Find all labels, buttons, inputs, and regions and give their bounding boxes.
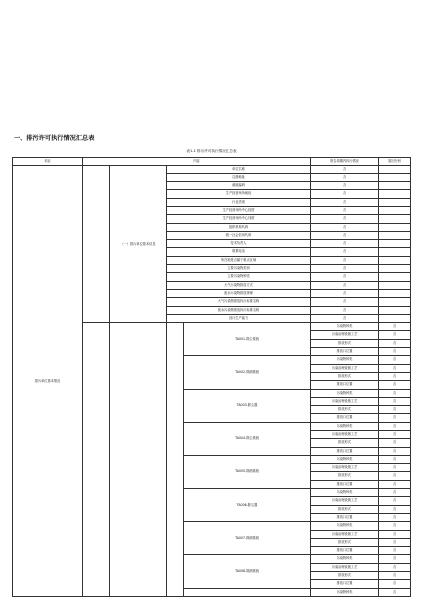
status-cell: 否: [379, 572, 411, 580]
device-item-label: 污染治理设施工艺: [311, 530, 379, 538]
status-cell: 否: [379, 389, 411, 397]
status-cell: 否: [379, 447, 411, 455]
table-body: [13, 165, 411, 596]
remark-cell: [379, 173, 411, 181]
remark-cell: [379, 190, 411, 198]
remark-cell: [379, 206, 411, 214]
status-cell: 否: [379, 580, 411, 588]
basic-info-label: 大气污染物排放方式: [167, 281, 311, 289]
header-content: 内容: [83, 158, 311, 166]
basic-info-label: 生产经营场所地址: [167, 190, 311, 198]
device-item-label: 排放形式: [311, 505, 379, 513]
spacer-cell: [110, 323, 167, 597]
device-item-label: 污染物种类: [311, 555, 379, 563]
basic-info-label: 单位名称: [167, 165, 311, 173]
basic-info-label: 行业类别: [167, 198, 311, 206]
status-cell: 否: [311, 223, 379, 231]
remark-cell: [379, 198, 411, 206]
status-cell: 否: [379, 348, 411, 356]
remark-cell: [379, 223, 411, 231]
device-item-label: 污染物种类: [311, 588, 379, 596]
status-cell: 否: [379, 480, 411, 488]
device-item-label: 污染治理设施工艺: [311, 464, 379, 472]
remark-cell: [379, 289, 411, 297]
device-item-label: 污染治理设施工艺: [311, 563, 379, 571]
device-name-cell: TA007-除硝系统: [184, 522, 311, 555]
status-cell: 否: [379, 555, 411, 563]
status-cell: 否: [311, 298, 379, 306]
basic-info-label: 设计生产能力: [167, 314, 311, 322]
device-item-label: 排放口位置: [311, 513, 379, 521]
basic-info-label: 统一社会信用代码: [167, 231, 311, 239]
device-item-label: 排放口位置: [311, 547, 379, 555]
remark-cell: [379, 165, 411, 173]
basic-info-label: 废水污染物排放执行标准名称: [167, 306, 311, 314]
status-cell: 否: [311, 240, 379, 248]
header-item: 项目: [13, 158, 83, 166]
status-cell: 否: [379, 464, 411, 472]
remark-cell: [379, 240, 411, 248]
spacer-cell: [83, 165, 110, 323]
basic-info-label: 主要污染物类别: [167, 265, 311, 273]
subgroup-label-cell: （一）排污单位基本信息: [110, 165, 167, 323]
status-cell: 否: [379, 513, 411, 521]
remark-cell: [379, 248, 411, 256]
device-item-label: 污染治理设施工艺: [311, 397, 379, 405]
status-cell: 否: [379, 422, 411, 430]
device-name-cell: [184, 588, 311, 596]
device-item-label: 污染物种类: [311, 323, 379, 331]
remark-cell: [379, 215, 411, 223]
status-cell: 否: [311, 198, 379, 206]
status-cell: 否: [379, 414, 411, 422]
basic-info-label: 技术负责人: [167, 240, 311, 248]
device-item-label: 排放形式: [311, 339, 379, 347]
device-name-cell: TA006-除尘器: [184, 489, 311, 522]
status-cell: 否: [311, 248, 379, 256]
status-cell: 否: [379, 439, 411, 447]
status-cell: 否: [311, 231, 379, 239]
device-item-label: 污染治理设施工艺: [311, 364, 379, 372]
remark-cell: [379, 314, 411, 322]
device-name-cell: TA005-除硝系统: [184, 455, 311, 488]
status-cell: 否: [379, 381, 411, 389]
basic-info-label: 生产经营场所中心经度: [167, 206, 311, 214]
status-cell: 否: [379, 563, 411, 571]
status-cell: 否: [311, 215, 379, 223]
status-cell: 否: [311, 265, 379, 273]
device-item-label: 排放形式: [311, 439, 379, 447]
remark-cell: [379, 306, 411, 314]
status-cell: 否: [379, 356, 411, 364]
status-cell: 否: [311, 289, 379, 297]
device-item-label: 排放口位置: [311, 480, 379, 488]
basic-info-label: 联系电话: [167, 248, 311, 256]
basic-info-label: 生产经营场所中心纬度: [167, 215, 311, 223]
device-item-label: 排放口位置: [311, 381, 379, 389]
basic-info-label: 组织机构代码: [167, 223, 311, 231]
execution-summary-table: [12, 157, 411, 597]
basic-info-label: 所在地是否属于重点区域: [167, 256, 311, 264]
status-cell: 否: [379, 547, 411, 555]
device-item-label: 排放口位置: [311, 447, 379, 455]
remark-cell: [379, 231, 411, 239]
device-item-label: 污染物种类: [311, 389, 379, 397]
status-cell: 否: [379, 372, 411, 380]
status-cell: 否: [379, 530, 411, 538]
device-item-label: 排放形式: [311, 538, 379, 546]
status-cell: 否: [379, 406, 411, 414]
status-cell: 否: [311, 273, 379, 281]
basic-info-label: 注册地址: [167, 173, 311, 181]
device-item-label: 污染物种类: [311, 455, 379, 463]
device-name-cell: TA003-除尘器: [184, 389, 311, 422]
status-cell: 否: [311, 165, 379, 173]
device-item-label: 污染物种类: [311, 422, 379, 430]
status-cell: 否: [379, 455, 411, 463]
device-name-cell: TA002-除硝系统: [184, 356, 311, 389]
section-title: 一、排污许可执行情况汇总表: [14, 135, 95, 142]
device-item-label: 排放形式: [311, 372, 379, 380]
group-label-cell: 排污单位基本情况: [13, 165, 83, 596]
status-cell: 否: [311, 173, 379, 181]
status-cell: 否: [379, 522, 411, 530]
status-cell: 否: [311, 281, 379, 289]
status-cell: 否: [379, 339, 411, 347]
status-cell: 否: [311, 256, 379, 264]
basic-info-label: 废水污染物排放规律: [167, 289, 311, 297]
status-cell: 否: [311, 306, 379, 314]
device-item-label: 污染物种类: [311, 356, 379, 364]
device-item-label: 污染治理设施工艺: [311, 431, 379, 439]
status-cell: 否: [379, 364, 411, 372]
table-caption: 表1-1 排污许可执行情况汇总表: [186, 149, 237, 153]
device-item-label: 排放形式: [311, 406, 379, 414]
remark-cell: [379, 265, 411, 273]
remark-cell: [379, 281, 411, 289]
device-name-cell: TA001-除尘系统: [184, 323, 311, 356]
header-status: 报告周期内执行情况: [311, 158, 379, 166]
status-cell: 否: [379, 489, 411, 497]
status-cell: 否: [379, 323, 411, 331]
status-cell: 否: [379, 538, 411, 546]
status-cell: 否: [311, 182, 379, 190]
status-cell: 否: [311, 314, 379, 322]
status-cell: 否: [311, 206, 379, 214]
device-item-label: 污染治理设施工艺: [311, 497, 379, 505]
device-item-label: 污染治理设施工艺: [311, 331, 379, 339]
table-row: [13, 165, 411, 173]
status-cell: 否: [379, 331, 411, 339]
header-remark: 原因分析: [379, 158, 411, 166]
spacer-cell: [83, 323, 110, 597]
device-item-label: 污染物种类: [311, 489, 379, 497]
basic-info-label: 邮政编码: [167, 182, 311, 190]
device-item-label: 排放口位置: [311, 580, 379, 588]
device-item-label: 污染物种类: [311, 522, 379, 530]
status-cell: 否: [311, 190, 379, 198]
remark-cell: [379, 182, 411, 190]
status-cell: 否: [379, 472, 411, 480]
status-cell: 否: [379, 588, 411, 596]
status-cell: 否: [379, 431, 411, 439]
status-cell: 否: [379, 497, 411, 505]
status-cell: 否: [379, 397, 411, 405]
device-name-cell: TA008-除硝系统: [184, 555, 311, 588]
remark-cell: [379, 273, 411, 281]
device-item-label: 排放口位置: [311, 348, 379, 356]
basic-info-label: 主要污染物种类: [167, 273, 311, 281]
device-item-label: 排放形式: [311, 572, 379, 580]
table-header-row: [13, 158, 411, 166]
device-item-label: 排放形式: [311, 472, 379, 480]
spacer-cell: [167, 323, 184, 597]
remark-cell: [379, 298, 411, 306]
device-name-cell: TA004-除尘系统: [184, 422, 311, 455]
device-item-label: 排放口位置: [311, 414, 379, 422]
status-cell: 否: [379, 505, 411, 513]
basic-info-label: 大气污染物排放执行标准名称: [167, 298, 311, 306]
remark-cell: [379, 256, 411, 264]
